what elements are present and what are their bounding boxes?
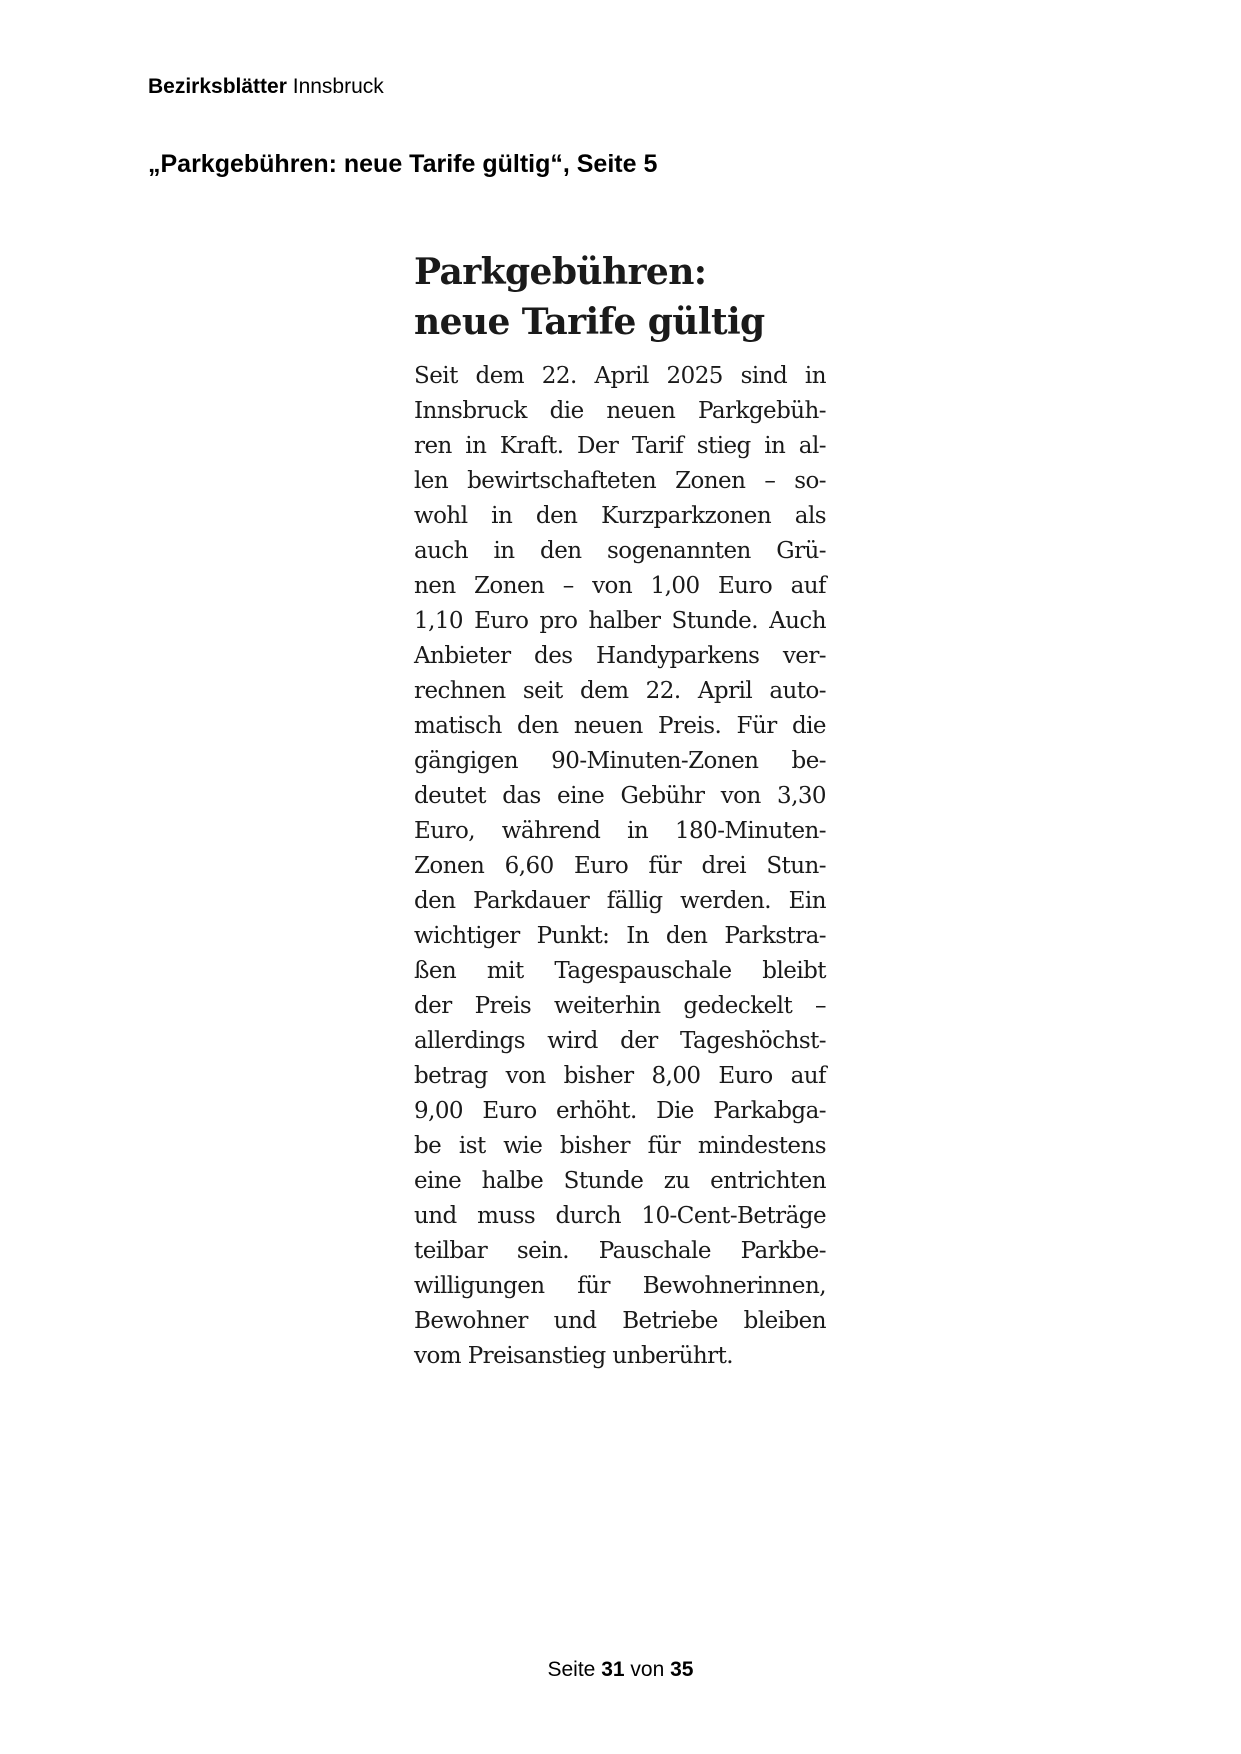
article-body-line: nen Zonen – von 1,00 Euro auf xyxy=(414,573,826,599)
article-body-line: 1,10 Euro pro halber Stunde. Auch xyxy=(414,608,826,634)
total-pages-number: 35 xyxy=(670,1658,694,1681)
article-body-line: Innsbruck die neuen Parkgebüh- xyxy=(414,398,826,424)
article-body-line: len bewirtschafteten Zonen – so- xyxy=(414,468,826,494)
article-body-line: willigungen für Bewohnerinnen, xyxy=(414,1273,826,1299)
article-body-line: ßen mit Tagespauschale bleibt xyxy=(414,958,826,984)
article-body-line: be ist wie bisher für mindestens xyxy=(414,1133,826,1159)
article-body-line: gängigen 90-Minuten-Zonen be- xyxy=(414,748,826,774)
source-line xyxy=(148,74,384,100)
article-body-line: Bewohner und Betriebe bleiben xyxy=(414,1308,826,1334)
article-body-line: auch in den sogenannten Grü- xyxy=(414,538,826,564)
article-body-line: matisch den neuen Preis. Für die xyxy=(414,713,826,739)
headline-line: neue Tarife gültig xyxy=(414,301,765,343)
page-label: Seite xyxy=(547,1658,596,1681)
article-headline xyxy=(414,247,826,347)
article-body-line: betrag von bisher 8,00 Euro auf xyxy=(414,1063,826,1089)
article-body-line: Seit dem 22. April 2025 sind in xyxy=(414,363,826,389)
article-reference: „Parkgebühren: neue Tarife gültig“, Seite 5 xyxy=(148,150,658,178)
article-body-line: teilbar sein. Pauschale Parkbe- xyxy=(414,1238,826,1264)
current-page-number: 31 xyxy=(601,1658,625,1681)
article-body-line: wichtiger Punkt: In den Parkstra- xyxy=(414,923,826,949)
article-body-line: den Parkdauer fällig werden. Ein xyxy=(414,888,826,914)
article-body-line: Anbieter des Handyparkens ver- xyxy=(414,643,826,669)
page-footer xyxy=(0,1657,1241,1683)
article-body-line: wohl in den Kurzparkzonen als xyxy=(414,503,826,529)
publication-location: Innsbruck xyxy=(292,75,384,98)
article-body-line: Zonen 6,60 Euro für drei Stun- xyxy=(414,853,826,879)
headline-line: Parkgebühren: xyxy=(414,251,707,293)
article-body-line: vom Preisanstieg unberührt. xyxy=(414,1343,734,1369)
article-body-line: der Preis weiterhin gedeckelt – xyxy=(414,993,826,1019)
article-body-line: Euro, während in 180-Minuten- xyxy=(414,818,826,844)
article-body-line: 9,00 Euro erhöht. Die Parkabga- xyxy=(414,1098,826,1124)
article-body-line: rechnen seit dem 22. April auto- xyxy=(414,678,826,704)
article-body-line: eine halbe Stunde zu entrichten xyxy=(414,1168,826,1194)
article-body xyxy=(414,359,826,1374)
of-label: von xyxy=(630,1658,665,1681)
publication-name: Bezirksblätter xyxy=(148,75,287,98)
newspaper-clipping xyxy=(414,247,826,1374)
article-body-line: deutet das eine Gebühr von 3,30 xyxy=(414,783,826,809)
article-body-line: ren in Kraft. Der Tarif stieg in al- xyxy=(414,433,826,459)
article-body-line: allerdings wird der Tageshöchst- xyxy=(414,1028,826,1054)
article-body-line: und muss durch 10-Cent-Beträge xyxy=(414,1203,826,1229)
